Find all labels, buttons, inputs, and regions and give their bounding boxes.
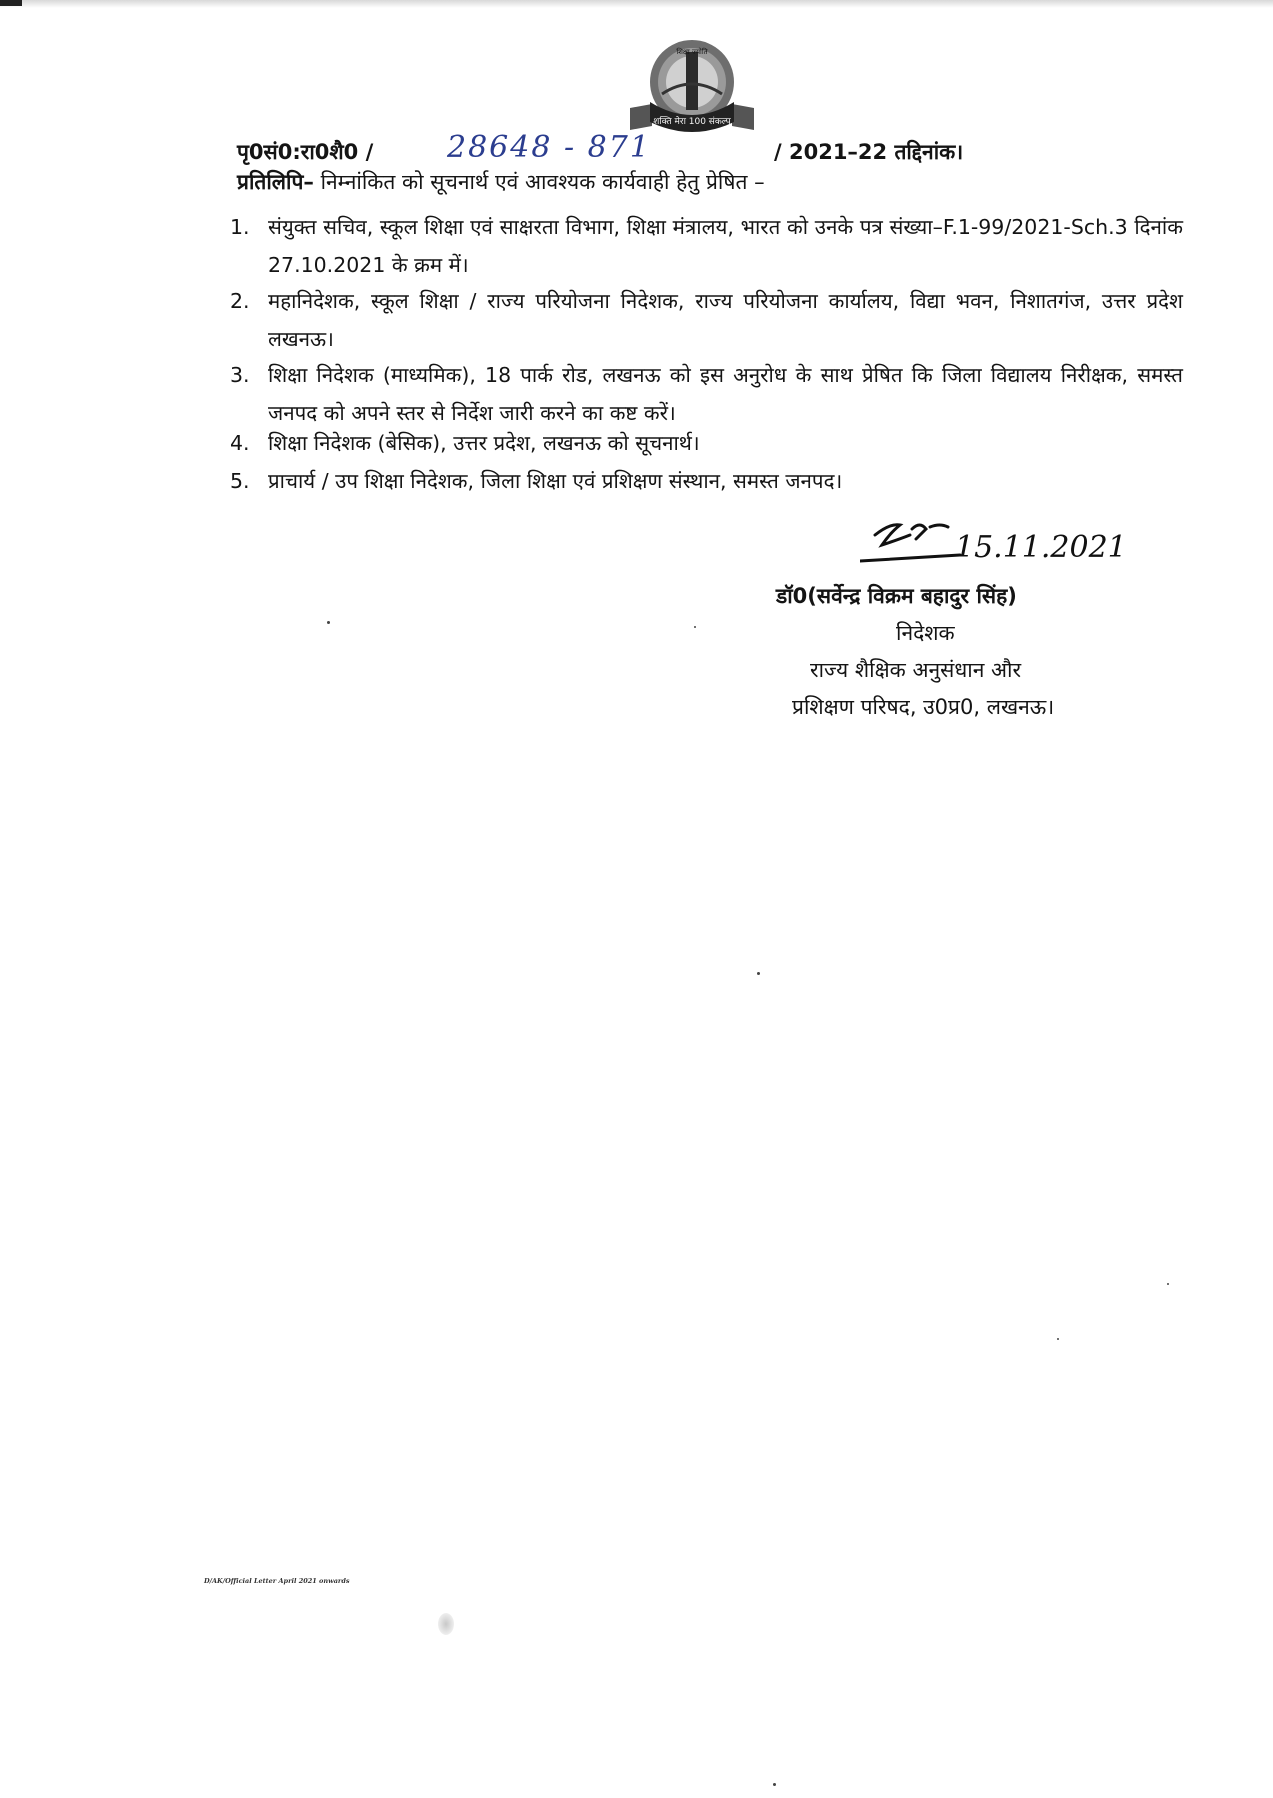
scan-speck — [773, 1783, 776, 1786]
svg-text:शिक्षा ज्योति: शिक्षा ज्योति — [676, 48, 708, 56]
copy-to-text: निम्नांकित को सूचनार्थ एवं आवश्यक कार्यवाही हेतु प्रेषित – — [313, 170, 765, 194]
recipient-number: 3. — [230, 363, 250, 387]
handwritten-signature — [860, 505, 1140, 575]
recipient-text: संयुक्त सचिव, स्कूल शिक्षा एवं साक्षरता विभाग, शिक्षा मंत्रालय, भारत को उनके पत्र संख्या–F.1-99/2021-Sch.3 दिनांक 27.10.2021 के क्रम में। — [268, 215, 1183, 277]
reference-line — [237, 132, 1057, 172]
recipient-text: शिक्षा निदेशक (बेसिक), उत्तर प्रदेश, लखनऊ को सूचनार्थ। — [268, 431, 700, 455]
scan-speck — [327, 621, 330, 624]
scan-mark — [0, 0, 22, 6]
reference-prefix: पृ0सं0:रा0शै0 / — [237, 140, 374, 164]
recipient-text: प्राचार्य / उप शिक्षा निदेशक, जिला शिक्षा एवं प्रशिक्षण संस्थान, समस्त जनपद। — [268, 469, 843, 493]
signature-date: 15.11.2021 — [955, 530, 1127, 565]
scan-speck — [1057, 1338, 1059, 1340]
signatory-name: डॉ0(सर्वेन्द्र विक्रम बहादुर सिंह) — [776, 584, 1017, 608]
scert-emblem-icon — [622, 38, 762, 138]
recipient-number: 1. — [230, 215, 250, 239]
svg-text:शक्ति मेरा 100 संकल्प: शक्ति मेरा 100 संकल्प — [653, 117, 731, 127]
signatory-designation: निदेशक — [896, 621, 955, 645]
recipient-text: महानिदेशक, स्कूल शिक्षा / राज्य परियोजना निदेशक, राज्य परियोजना कार्यालय, विद्या भवन, निशातगंज, उत्तर प्रदेश लखनऊ। — [268, 289, 1183, 351]
reference-year-date: / 2021–22 तद्दिनांक। — [774, 140, 964, 164]
recipient-number: 4. — [230, 431, 250, 455]
copy-to-line — [237, 168, 765, 196]
recipient-number: 5. — [230, 469, 250, 493]
copy-to-label: प्रतिलिपि– — [237, 170, 314, 194]
scan-speck — [1167, 1283, 1169, 1285]
scan-smudge — [438, 1613, 454, 1635]
signatory-org-line1: राज्य शैक्षिक अनुसंधान और — [810, 658, 1022, 682]
reference-number-handwritten: 28648 - 871 — [447, 130, 651, 165]
recipient-number: 2. — [230, 289, 250, 313]
recipient-text: शिक्षा निदेशक (माध्यमिक), 18 पार्क रोड, लखनऊ को इस अनुरोध के साथ प्रेषित कि जिला विद्यालय निरीक्षक, समस्त जनपद को अपने स्तर से निर्देश जारी करने का कष्ट करें। — [268, 363, 1183, 425]
scan-edge — [0, 0, 1273, 8]
scan-speck — [757, 972, 760, 975]
scan-speck — [694, 626, 696, 628]
signatory-org-line2: प्रशिक्षण परिषद, उ0प्र0, लखनऊ। — [792, 695, 1055, 719]
footer-code: D/AK/Official Letter April 2021 onwards — [204, 1577, 350, 1585]
